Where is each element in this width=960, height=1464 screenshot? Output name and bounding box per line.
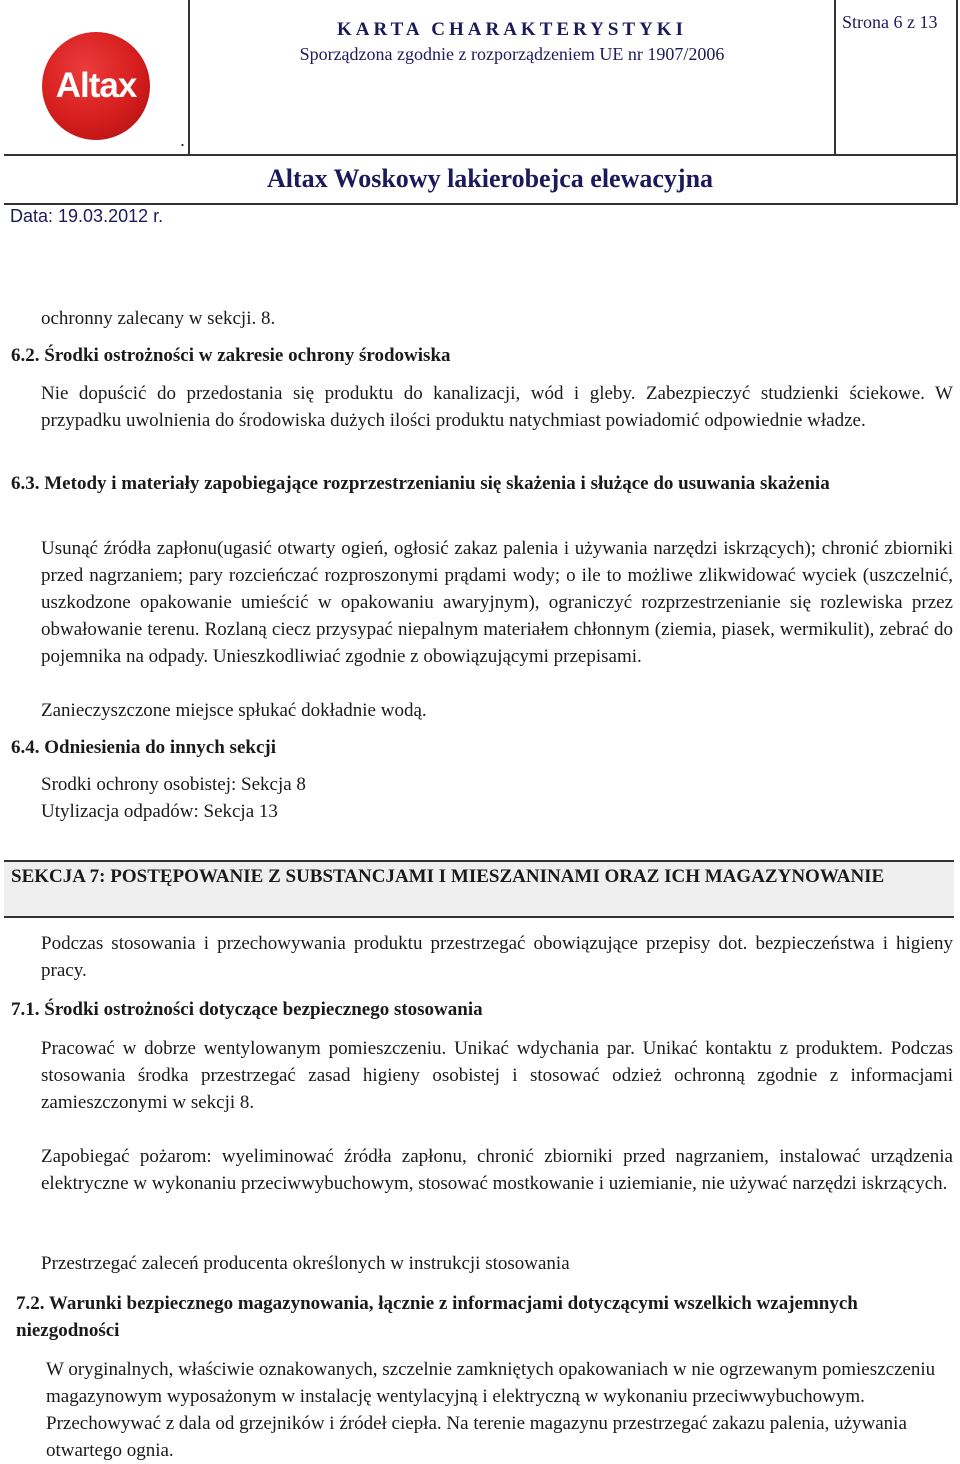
document-subtitle: Sporządzona zgodnie z rozporządzeniem UE nr 1907/2006 (299, 44, 725, 64)
logo-dot: . (180, 130, 186, 150)
logo-text: Altax (55, 66, 137, 105)
section-7-1-text-1: Pracować w dobrze wentylowanym pomieszczeniu. Unikać wdychania par. Unikać kontaktu z produktem. Podczas stosowania środka przestrzegać zasad higieny osobistej i stosować odzież ochronną zgodnie z informacjami zamieszczonymi w sekcji 8. (41, 1038, 953, 1113)
header-divider (4, 154, 958, 156)
altax-logo (42, 32, 150, 140)
section-6-2-text: Nie dopuścić do przedostania się produktu do kanalizacji, wód i gleby. Zabezpieczyć studzienki ściekowe. W przypadku uwolnienia do środowiska dużych ilości produktu natychmiast powiadomić odpowiednie władze. (41, 383, 953, 431)
page-number: Strona 6 z 13 (842, 12, 938, 32)
section-6-3-text: Usunąć źródła zapłonu(ugasić otwarty ogień, ogłosić zakaz palenia i używania narzędzi iskrzących); chronić zbiorniki przed nagrzaniem; pary rozcieńczać rozproszonymi prądami wody; o ile to możliwe zlikwidować wyciek (uszczelnić, uszkodzone opakowanie umieścić w opakowaniu awaryjnym), ograniczyć rozprzestrzenianie się rozlewiska przez obwałowanie terenu. Rozlaną ciecz przysypać niepalnym materiałem chłonnym (ziemia, piasek, wermikulit), zebrać do pojemnika na odpady. Unieszkodliwiać zgodnie z obowiązującymi przepisami. (41, 538, 953, 667)
header-right-border (956, 0, 958, 205)
section-7-1-heading: 7.1. Środki ostrożności dotyczące bezpiecznego stosowania (11, 999, 483, 1020)
section-7-2-heading: 7.2. Warunki bezpiecznego magazynowania, łącznie z informacjami dotyczącymi wszelkich wzajemnych niezgodności (16, 1293, 858, 1341)
logo-area (4, 0, 190, 155)
section-6-2-heading: 6.2. Środki ostrożności w zakresie ochrony środowiska (11, 345, 451, 366)
section-6-4-heading: 6.4. Odniesienia do innych sekcji (11, 737, 276, 758)
section-6-3-heading: 6.3. Metody i materiały zapobiegające rozprzestrzenianiu się skażenia i służące do usuwania skażenia (11, 473, 830, 494)
continuation-line: ochronny zalecany w sekcji. 8. (41, 308, 276, 329)
document-title: KARTA CHARAKTERYSTYKI (337, 19, 687, 40)
document-date: Data: 19.03.2012 r. (10, 206, 164, 226)
header-bottom-border (4, 203, 958, 205)
section-6-3-text-2: Zanieczyszczone miejsce spłukać dokładnie wodą. (41, 700, 427, 721)
section-7-text: Podczas stosowania i przechowywania produktu przestrzegać obowiązujące przepisy dot. bezpieczeństwa i higieny pracy. (41, 933, 953, 981)
header-right-divider (834, 0, 836, 155)
section-7-bar (4, 860, 954, 918)
section-7-1-text-2: Zapobiegać pożarom: wyeliminować źródła zapłonu, chronić zbiorniki przed nagrzaniem, instalować urządzenia elektryczne w wykonaniu przeciwwybuchowym, stosować mostkowanie i uziemianie, nie używać narzędzi iskrzących. (41, 1146, 953, 1194)
section-7-1-text-3: Przestrzegać zaleceń producenta określonych w instrukcji stosowania (41, 1253, 570, 1274)
product-name: Altax Woskowy lakierobejca elewacyjna (266, 164, 714, 193)
section-7-2-text: W oryginalnych, właściwie oznakowanych, szczelnie zamkniętych opakowaniach w nie ogrzewanym pomieszczeniu magazynowym wyposażonym w instalację wentylacyjną i elektryczną w wykonaniu przeciwwybuchowym. Przechowywać z dala od grzejników i źródeł ciepła. Na terenie magazynu przestrzegać zakazu palenia, używania otwartego ognia. (46, 1359, 936, 1461)
section-7-heading: SEKCJA 7: POSTĘPOWANIE Z SUBSTANCJAMI I MIESZANINAMI ORAZ ICH MAGAZYNOWANIE (11, 866, 885, 887)
section-6-4-line-2: Utylizacja odpadów: Sekcja 13 (41, 801, 278, 822)
section-6-4-line-1: Srodki ochrony osobistej: Sekcja 8 (41, 774, 306, 795)
